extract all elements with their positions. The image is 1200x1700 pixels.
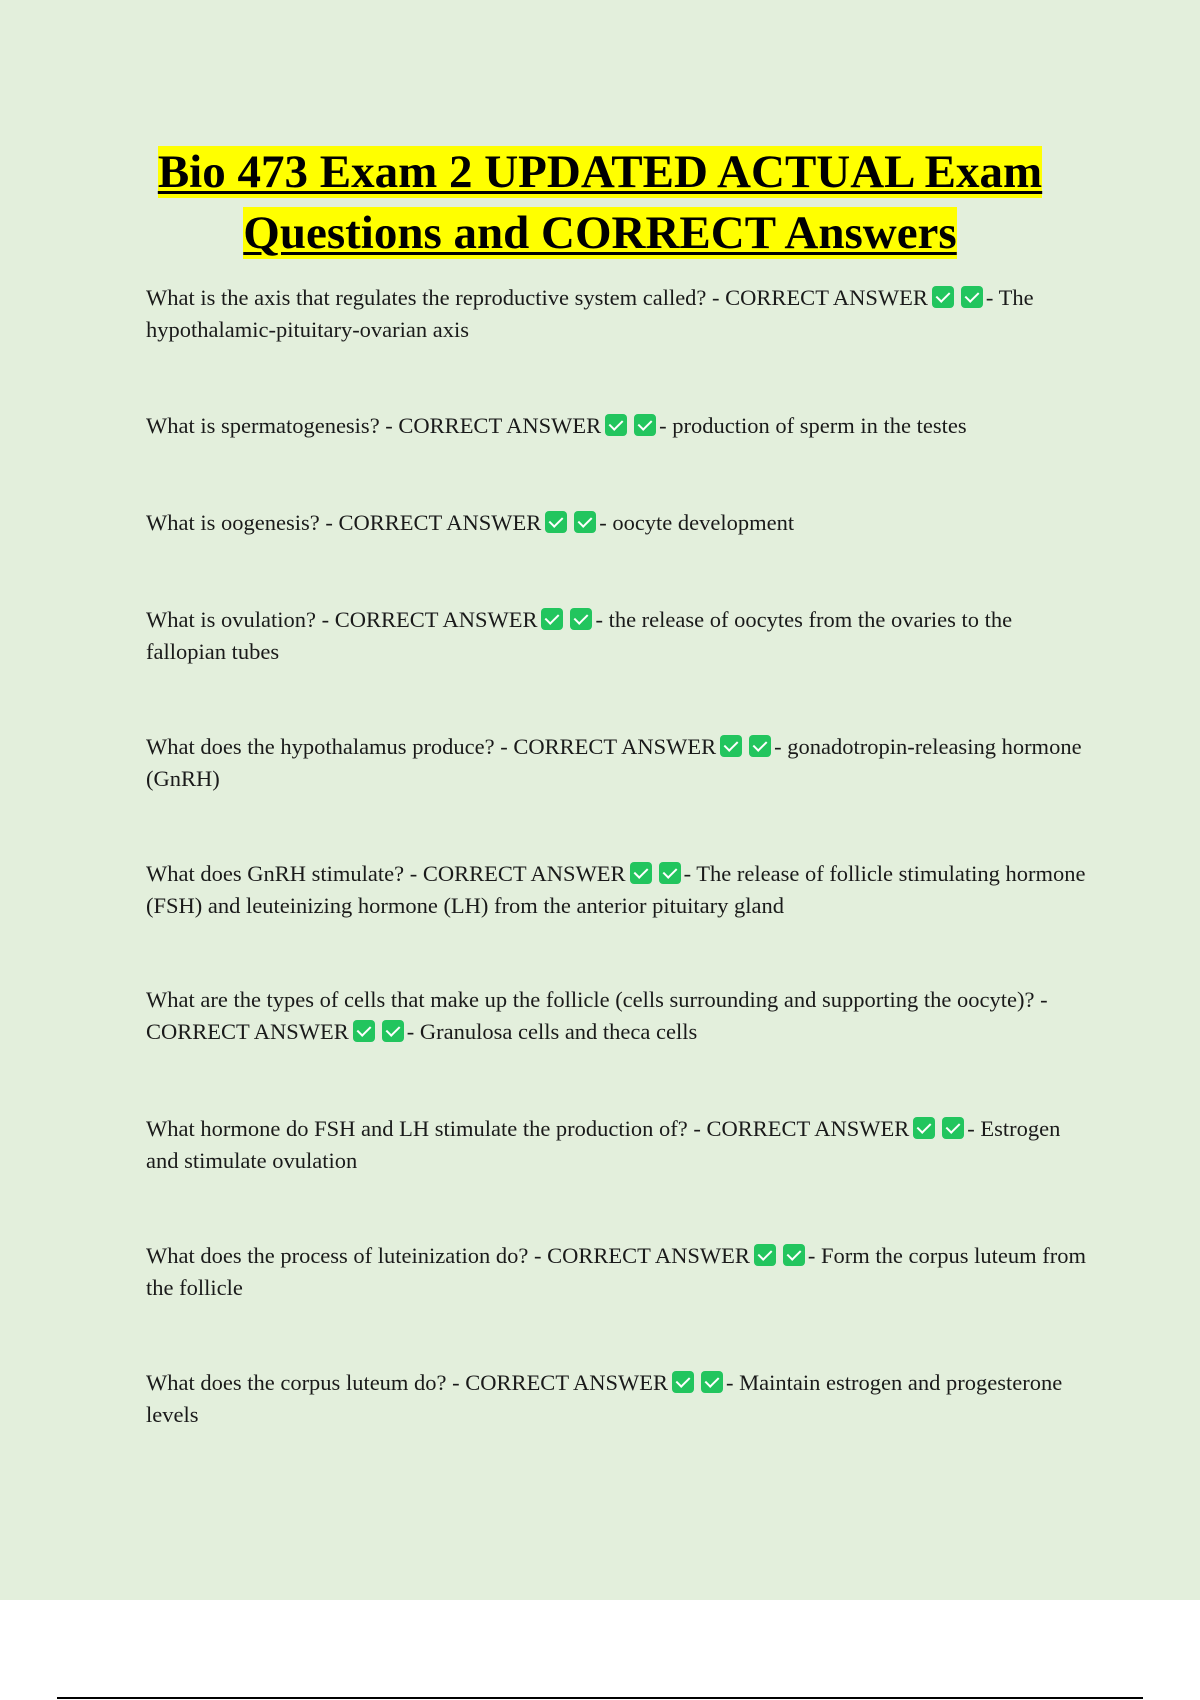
qa-item-7 (146, 984, 1086, 1048)
qa-item-1 (146, 282, 1086, 346)
qa-item-6 (146, 858, 1086, 922)
question-text: What does the process of luteinization do? - (146, 1243, 548, 1268)
qa-item-2 (146, 410, 1086, 442)
answer-text: - The release of follicle stimulating hormone (FSH) and leuteinizing hormone (LH) from the anterior pituitary gland (146, 861, 1086, 918)
qa-item-4 (146, 604, 1086, 668)
question-text: What is oogenesis? - (146, 510, 339, 535)
answer-marker: CORRECT ANSWER (706, 1116, 910, 1141)
check-mark-icon (630, 862, 652, 884)
qa-item-5 (146, 731, 1086, 795)
question-text: What is spermatogenesis? - (146, 413, 399, 438)
question-text: What hormone do FSH and LH stimulate the production of? - (146, 1116, 707, 1141)
answer-marker: CORRECT ANSWER (513, 734, 717, 759)
answer-text: - The hypothalamic-pituitary-ovarian axis (146, 285, 1034, 342)
check-mark-icon (720, 735, 742, 757)
question-text: What does the hypothalamus produce? - (146, 734, 514, 759)
check-mark-icon (754, 1244, 776, 1266)
answer-marker: CORRECT ANSWER (465, 1370, 669, 1395)
answer-text: - production of sperm in the testes (659, 413, 967, 438)
check-mark-icon (749, 735, 771, 757)
answer-text: - Granulosa cells and theca cells (406, 1019, 698, 1044)
document-title-text: Bio 473 Exam 2 UPDATED ACTUAL Exam Questions and CORRECT Answers (157, 146, 1043, 259)
answer-text: - Maintain estrogen and progesterone levels (146, 1370, 1063, 1427)
answer-marker: CORRECT ANSWER (398, 413, 602, 438)
answer-text: - oocyte development (599, 510, 795, 535)
footer-divider (57, 1697, 1143, 1699)
question-text: What is ovulation? - (146, 607, 335, 632)
answer-text: - gonadotropin-releasing hormone (GnRH) (146, 734, 1082, 791)
check-mark-icon (541, 608, 563, 630)
question-text: What does the corpus luteum do? - (146, 1370, 466, 1395)
qa-item-8 (146, 1113, 1086, 1177)
check-mark-icon (961, 286, 983, 308)
qa-item-9 (146, 1240, 1086, 1304)
check-mark-icon (913, 1117, 935, 1139)
check-mark-icon (634, 414, 656, 436)
answer-text: - Estrogen and stimulate ovulation (146, 1116, 1061, 1173)
answer-marker: CORRECT ANSWER (547, 1243, 750, 1268)
check-mark-icon (701, 1371, 723, 1393)
answer-marker: CORRECT ANSWER (334, 607, 538, 632)
check-mark-icon (574, 511, 596, 533)
question-text: What are the types of cells that make up the follicle (cells surrounding and supporting the oocyte)? - (146, 987, 1048, 1012)
document-title (120, 142, 1080, 264)
answer-marker: CORRECT ANSWER (422, 861, 626, 886)
question-text: What is the axis that regulates the reproductive system called? - (146, 285, 726, 310)
answer-marker: CORRECT ANSWER (725, 285, 928, 310)
check-mark-icon (672, 1371, 694, 1393)
answer-text: - Form the corpus luteum from the follicle (146, 1243, 1086, 1300)
check-mark-icon (570, 608, 592, 630)
check-mark-icon (353, 1020, 375, 1042)
check-mark-icon (932, 286, 954, 308)
check-mark-icon (545, 511, 567, 533)
question-text: What does GnRH stimulate? - (146, 861, 423, 886)
check-mark-icon (382, 1020, 404, 1042)
answer-marker: CORRECT ANSWER (338, 510, 542, 535)
check-mark-icon (659, 862, 681, 884)
check-mark-icon (942, 1117, 964, 1139)
qa-item-10 (146, 1367, 1086, 1431)
check-mark-icon (783, 1244, 805, 1266)
check-mark-icon (605, 414, 627, 436)
answer-text: - the release of oocytes from the ovaries to the fallopian tubes (146, 607, 1013, 664)
qa-item-3 (146, 507, 1086, 539)
answer-marker: CORRECT ANSWER (146, 1019, 349, 1044)
